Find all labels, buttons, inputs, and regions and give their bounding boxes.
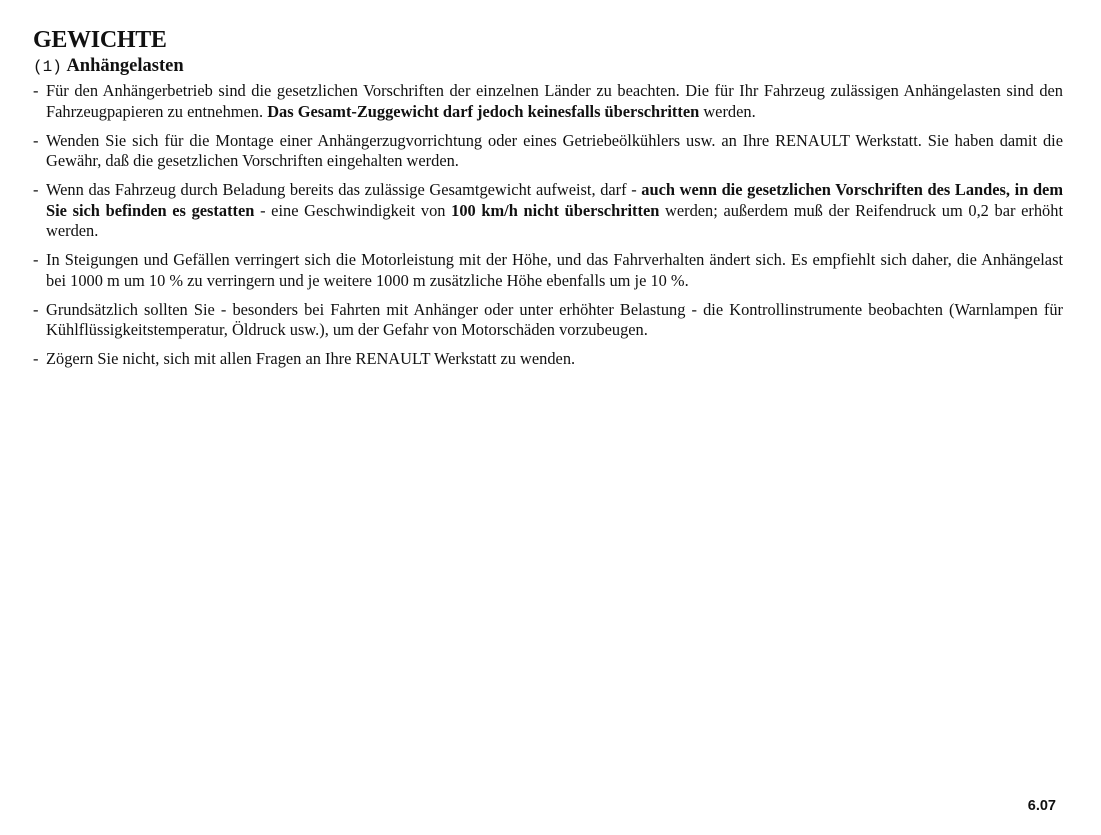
list-item [33, 349, 1063, 370]
item-text: Wenden Sie sich für die Montage einer Anhängerzugvorrichtung oder eines Getriebeölkühlers usw. an Ihre RENAULT Werkstatt. Sie haben damit die Gewähr, daß die gesetzlichen Vorschriften eingehalten werden. [46, 130, 1063, 170]
section-number: (1) [33, 58, 62, 76]
item-emphasis: auch wenn die gesetzlichen Vorschriften des Landes, in dem Sie sich befinden es gestatten [46, 180, 1063, 220]
page-number: 6.07 [1027, 798, 1056, 814]
item-text: Grundsätzlich sollten Sie - besonders bei Fahrten mit Anhänger oder unter erhöhter Belastung - die Kontrollinstrumente beobachten (Warnlampen für Kühlflüssigkeitstemperatur, Öldruck usw.), um der Gefahr von Motorschäden vorzubeugen. [46, 299, 1063, 339]
item-text: In Steigungen und Gefällen verringert sich die Motorleistung mit der Höhe, und das Fahrverhalten ändert sich. Es empfiehlt sich daher, die Anhängelast bei 1000 m um 10 % zu verringern und je weitere 1000 m zusätzliche Höhe ebenfalls um je 10 %. [46, 250, 1063, 290]
item-text: - eine Geschwindigkeit von [254, 200, 452, 220]
list-item [33, 81, 1063, 122]
instruction-list [33, 81, 1063, 378]
item-emphasis: Das Gesamt-Zuggewicht darf jedoch keinesfalls überschritten [267, 101, 700, 121]
section-label: Anhängelasten [66, 56, 184, 76]
list-item [33, 250, 1063, 291]
item-text: Zögern Sie nicht, sich mit allen Fragen an Ihre RENAULT Werkstatt zu wenden. [46, 349, 576, 368]
list-item [33, 131, 1063, 172]
item-text: Für den Anhängerbetrieb sind die gesetzlichen Vorschriften der einzelnen Länder zu beachten. Die für Ihr Fahrzeug zulässigen Anhängelasten sind den Fahrzeugpapieren zu entnehmen. [46, 81, 1063, 121]
item-emphasis: 100 km/h nicht überschritten [451, 200, 660, 220]
item-text: werden. [699, 101, 756, 121]
list-item [33, 180, 1063, 242]
item-text: Wenn das Fahrzeug durch Beladung bereits das zulässige Gesamtgewicht aufweist, darf - [46, 180, 642, 199]
list-item [33, 300, 1063, 341]
page-title: GEWICHTE [33, 27, 167, 53]
section-heading [33, 56, 184, 77]
item-text: werden; außerdem muß der Reifendruck um 0,2 bar erhöht werden. [46, 200, 1063, 240]
